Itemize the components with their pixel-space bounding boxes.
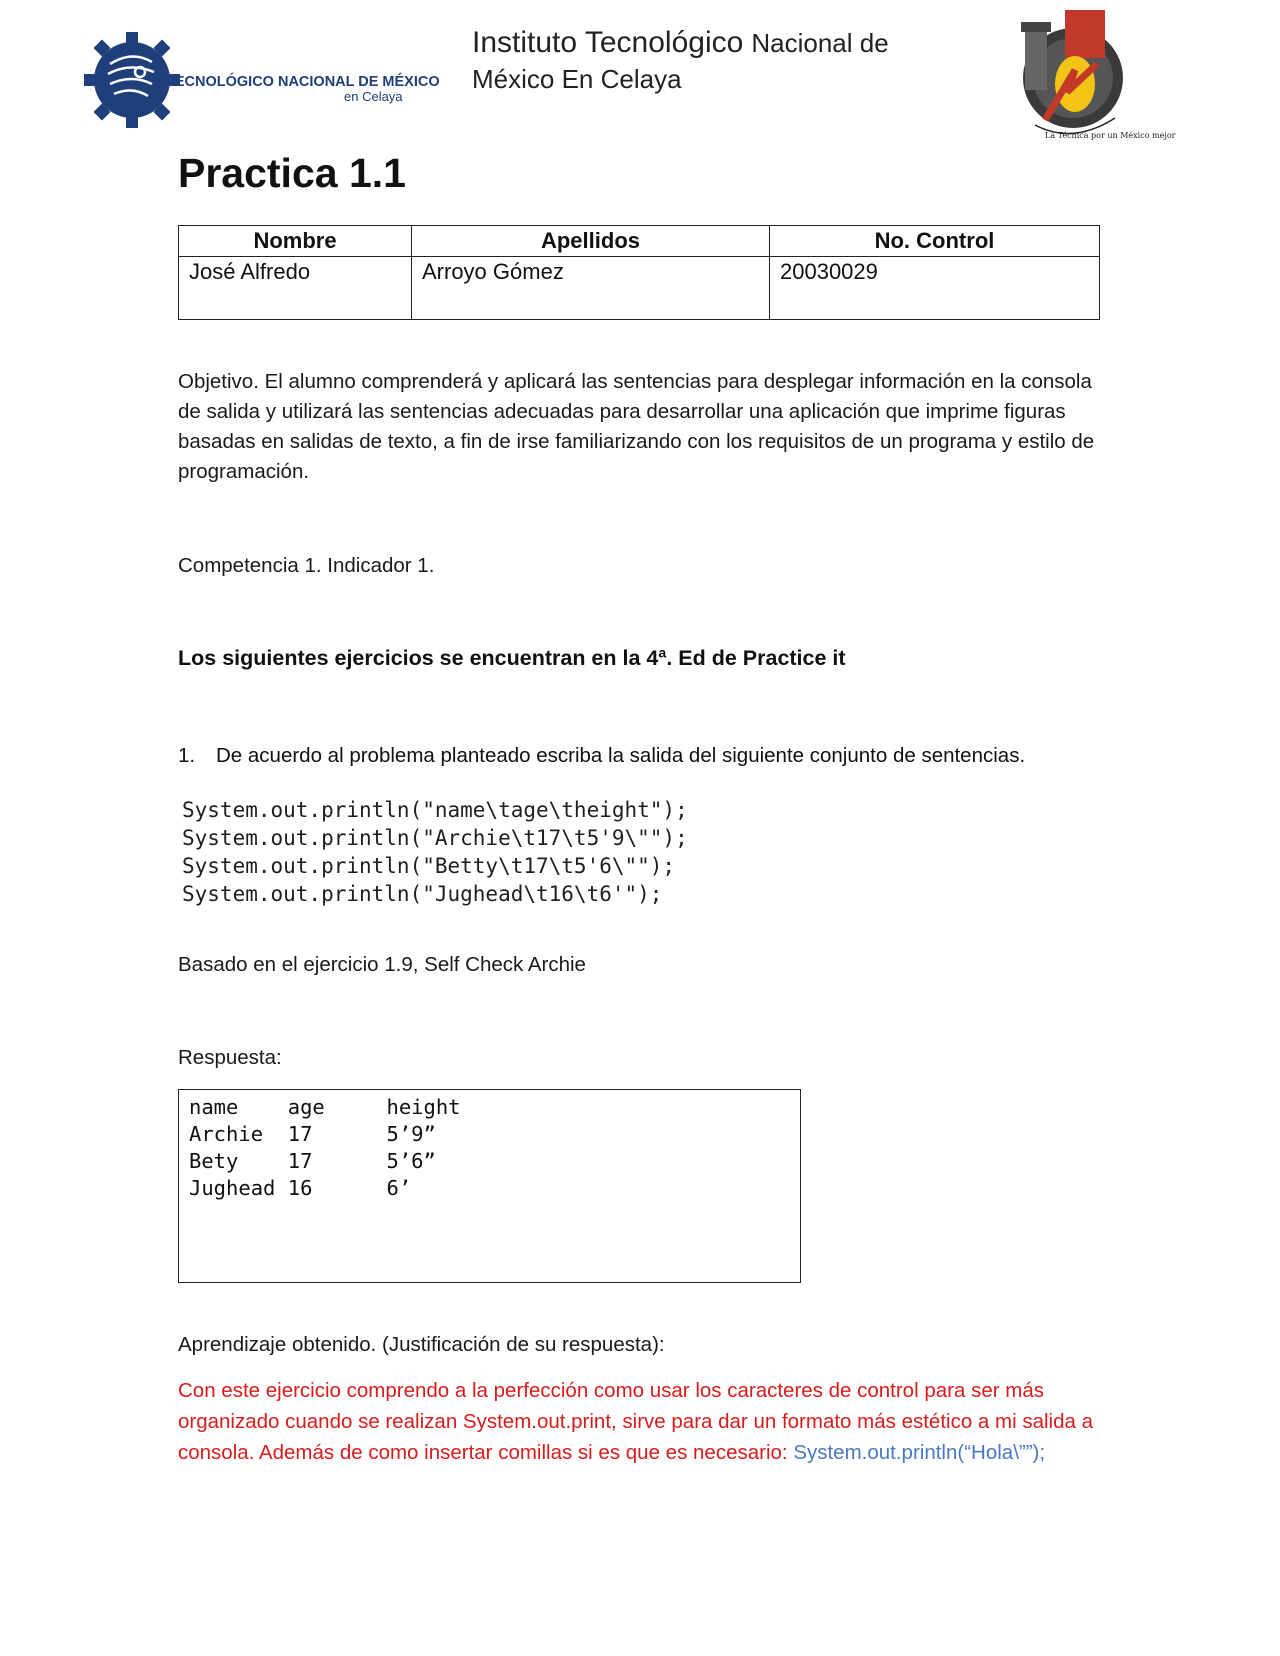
header-title-part2: Nacional de: [751, 28, 889, 58]
logo-left-line1: TECNOLÓGICO NACIONAL DE MÉXICO: [166, 74, 440, 90]
header-subtitle: México En Celaya: [472, 64, 682, 94]
objective-paragraph: Objetivo. El alumno comprenderá y aplicará las sentencias para desplegar información en la consola de salida y utilizará las sentencias adecuadas para desarrollar una aplicación que imprime figuras basadas en salidas de texto, a fin de irse familiarizando con los requisitos de un programa y estilo de programación.: [178, 370, 1095, 483]
crest-motto: La Técnica por un México mejor: [1045, 131, 1176, 140]
itc-crest-logo: [1005, 0, 1176, 145]
code-line: System.out.println("name\tage\theight");: [182, 798, 688, 822]
answer-line: name age height: [189, 1095, 461, 1119]
logo-left-line2: en Celaya: [344, 89, 403, 104]
answer-output: [189, 1094, 461, 1202]
answer-box: [178, 1089, 801, 1283]
aprendizaje-text: Con este ejercicio comprendo a la perfección como usar los caracteres de control para ser más organizado cuando se realizan System.out.print, sirve para dar un formato más estético a mi salida a consola. Además de como insertar comillas si es que es necesario:: [178, 1379, 1093, 1464]
code-line: System.out.println("Archie\t17\t5'9\"");: [182, 826, 688, 850]
header-title: [472, 24, 889, 62]
aprendizaje-code: System.out.println(“Hola\””);: [793, 1441, 1046, 1464]
respuesta-label: Respuesta:: [178, 1046, 282, 1069]
question-number: 1.: [178, 744, 196, 767]
competencia-text: Competencia 1. Indicador 1.: [178, 554, 435, 577]
page-title: Practica 1.1: [178, 150, 406, 196]
cell-apellidos: Arroyo Gómez: [412, 257, 770, 320]
cell-no-control: 20030029: [770, 257, 1100, 320]
answer-line: Archie 17 5’9”: [189, 1122, 436, 1146]
section-heading: Los siguientes ejercicios se encuentran en la 4ª. Ed de Practice it: [178, 646, 846, 670]
tecnm-logo: [82, 28, 440, 138]
student-info-table: [178, 225, 1100, 320]
code-line: System.out.println("Betty\t17\t5'6\"");: [182, 854, 676, 878]
table-header-row: [179, 226, 1100, 257]
header-no-control: No. Control: [770, 226, 1100, 257]
header-nombre: Nombre: [179, 226, 412, 257]
answer-line: Jughead 16 6’: [189, 1176, 412, 1200]
answer-line: Bety 17 5’6”: [189, 1149, 436, 1173]
question-text: De acuerdo al problema planteado escriba la salida del siguiente conjunto de sentencias.: [216, 744, 1026, 767]
code-line: System.out.println("Jughead\t16\t6'");: [182, 882, 663, 906]
basis-text: Basado en el ejercicio 1.9, Self Check Archie: [178, 953, 586, 976]
aprendizaje-paragraph: [178, 1375, 1113, 1468]
code-block: [182, 796, 688, 908]
cell-nombre: José Alfredo: [179, 257, 412, 320]
header-apellidos: Apellidos: [412, 226, 770, 257]
table-row: [179, 257, 1100, 320]
aprendizaje-label: Aprendizaje obtenido. (Justificación de su respuesta):: [178, 1333, 665, 1356]
header-title-part1: Instituto Tecnológico: [472, 26, 744, 59]
question-1: [178, 741, 1025, 771]
